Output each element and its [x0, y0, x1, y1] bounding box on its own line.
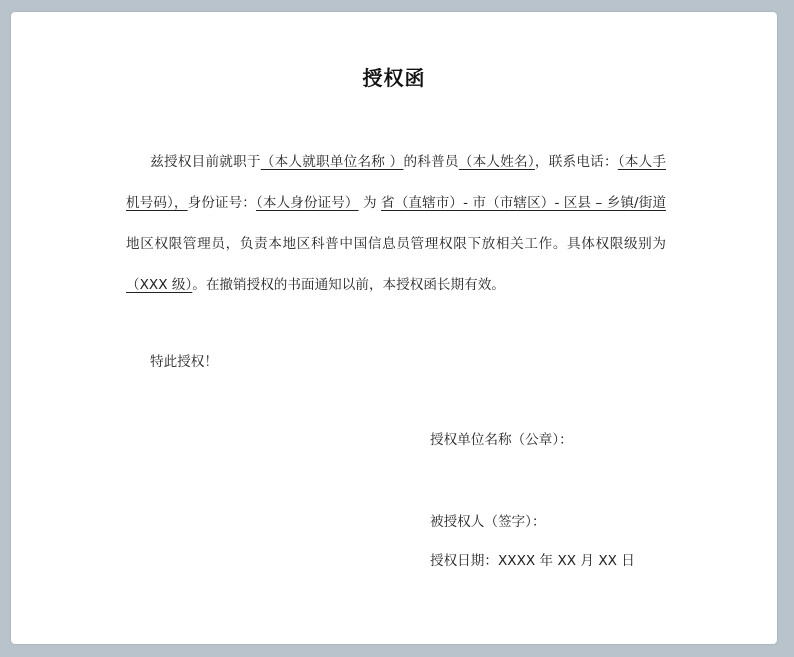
document-title: 授权函: [362, 66, 426, 90]
phone-number-blank: （本人手机号码），: [126, 154, 667, 211]
region-blank: 省（直辖市）- 市（市辖区）- 区县 – 乡镇/街道: [381, 195, 666, 211]
authorizing-unit-label: 授权单位名称（公章）：: [430, 432, 573, 448]
employer-name-blank: （本人就职单位名称 ）: [260, 154, 404, 170]
text-segment: ，联系电话：: [534, 154, 618, 170]
text-segment: 为: [358, 195, 382, 211]
id-number-blank: （本人身份证号）: [255, 195, 359, 211]
person-name-blank: （本人姓名）: [458, 154, 535, 170]
authorization-date: 授权日期：XXXX 年 XX 月 XX 日: [430, 553, 635, 569]
document-page: [11, 12, 777, 644]
text-segment: 。在撤销授权的书面通知以前，本授权函长期有效。: [192, 277, 505, 293]
text-segment: 的科普员: [403, 154, 459, 170]
permission-level-blank: （XXX 级）: [126, 277, 193, 293]
text-segment: 兹授权目前就职于: [150, 154, 261, 170]
closing-line: [126, 352, 218, 372]
text-segment: 身份证号：: [187, 195, 256, 211]
authorized-person-label: 被授权人（签字）：: [430, 514, 546, 530]
closing-text: 特此授权！: [150, 354, 218, 370]
authorization-paragraph: [126, 142, 666, 306]
text-segment: 地区权限管理员，负责本地区科普中国信息员管理权限下放相关工作。具体权限级别为: [126, 236, 666, 252]
